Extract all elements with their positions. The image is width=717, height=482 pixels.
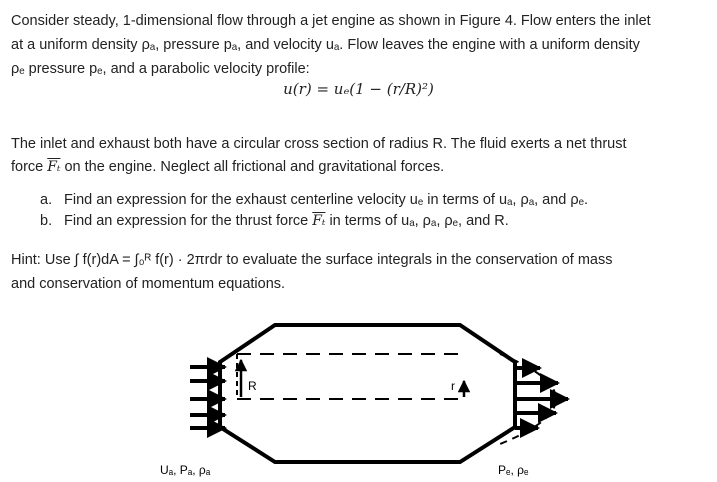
exit-conditions-label: Pₑ, ρₑ bbox=[498, 463, 529, 477]
paragraph-2-line-1: The inlet and exhaust both have a circular cross section of radius R. The fluid exerts a net thrust bbox=[11, 136, 627, 152]
intro-line-1: Consider steady, 1-dimensional flow through a jet engine as shown in Figure 4. Flow enters the inlet bbox=[11, 13, 651, 29]
paragraph-2-post: on the engine. Neglect all frictional and gravitational forces. bbox=[60, 159, 445, 175]
engine-body-outline bbox=[220, 325, 515, 462]
intro-line-3: ρₑ pressure pₑ, and a parabolic velocity profile: bbox=[11, 61, 310, 77]
item-b-post: in terms of uₐ, ρₐ, ρₑ, and R. bbox=[325, 213, 509, 229]
paragraph-2-pre: force bbox=[11, 159, 48, 175]
hint-line-2: and conservation of momentum equations. bbox=[11, 276, 286, 292]
item-b-marker: b. bbox=[40, 213, 53, 229]
item-b-force-symbol: $\overline{F_t}$ bbox=[312, 213, 326, 229]
thrust-force-symbol: $\overline{F_t}$ bbox=[47, 159, 61, 175]
velocity-profile-equation: u(r) = uₑ(1 − (r/R)²) bbox=[283, 80, 434, 98]
item-a-text: Find an expression for the exhaust centerline velocity uₑ in terms of uₐ, ρₐ, and ρₑ. bbox=[64, 192, 589, 208]
intro-line-2: at a uniform density ρₐ, pressure pₐ, and velocity uₐ. Flow leaves the engine with a uniform density bbox=[11, 37, 640, 53]
hint-line-1: Hint: Use ∫ f(r)dA = ∫₀ᴿ f(r) · 2πrdr to evaluate the surface integrals in the conservation of mass bbox=[11, 252, 613, 268]
r-label: r bbox=[451, 379, 455, 393]
inlet-conditions-label: Uₐ, Pₐ, ρₐ bbox=[160, 463, 211, 477]
item-a-marker: a. bbox=[40, 192, 53, 208]
radius-label: R bbox=[248, 379, 257, 393]
item-b-pre: Find an expression for the thrust force bbox=[64, 213, 313, 229]
